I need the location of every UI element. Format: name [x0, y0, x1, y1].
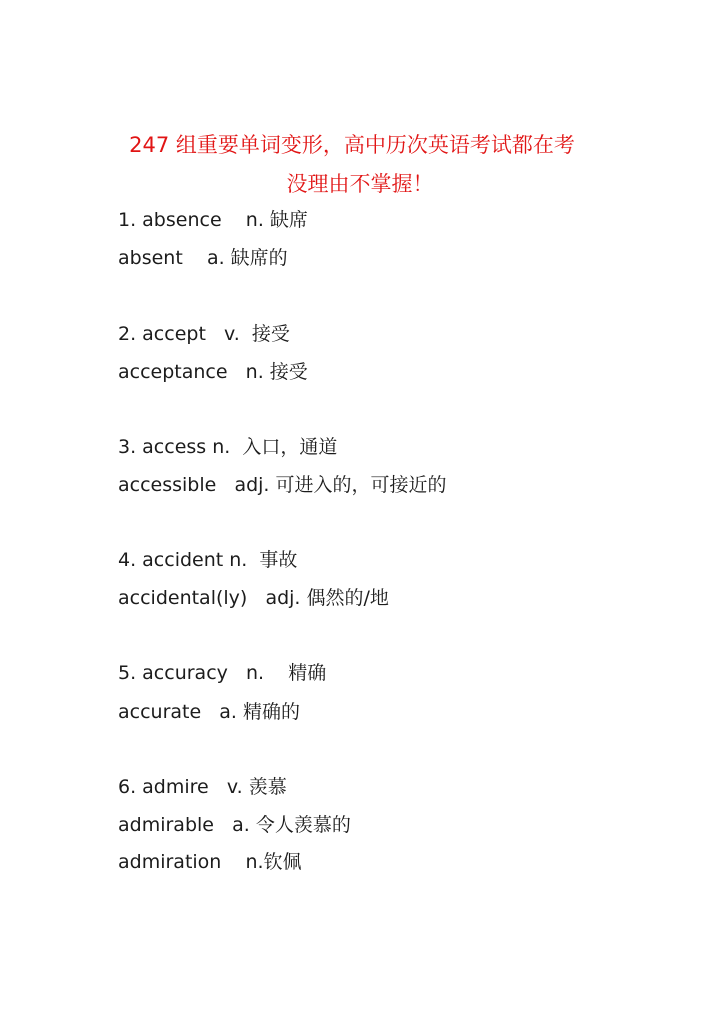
- entry-line-absence: 1. absence n. 缺席: [118, 209, 308, 231]
- entry-line-accident: 4. accident n. 事故: [118, 549, 298, 571]
- entry-line-accidental: accidental(ly) adj. 偶然的/地: [118, 587, 389, 609]
- document-title-line-2: 没理由不掌握！: [286, 172, 434, 196]
- entry-line-acceptance: acceptance n. 接受: [118, 361, 308, 383]
- entry-line-absent: absent a. 缺席的: [118, 247, 288, 269]
- entry-line-accuracy: 5. accuracy n. 精确: [118, 662, 327, 684]
- entry-line-accept: 2. accept v. 接受: [118, 323, 290, 345]
- entry-line-admirable: admirable a. 令人羡慕的: [118, 814, 351, 836]
- entry-line-access: 3. access n. 入口，通道: [118, 436, 338, 458]
- document-title-line-1: 247 组重要单词变形，高中历次英语考试都在考: [129, 133, 575, 157]
- entry-line-admire: 6. admire v. 羡慕: [118, 776, 287, 798]
- entry-line-admiration: admiration n.钦佩: [118, 851, 302, 873]
- entry-line-accessible: accessible adj. 可进入的，可接近的: [118, 474, 447, 496]
- entry-line-accurate: accurate a. 精确的: [118, 701, 301, 723]
